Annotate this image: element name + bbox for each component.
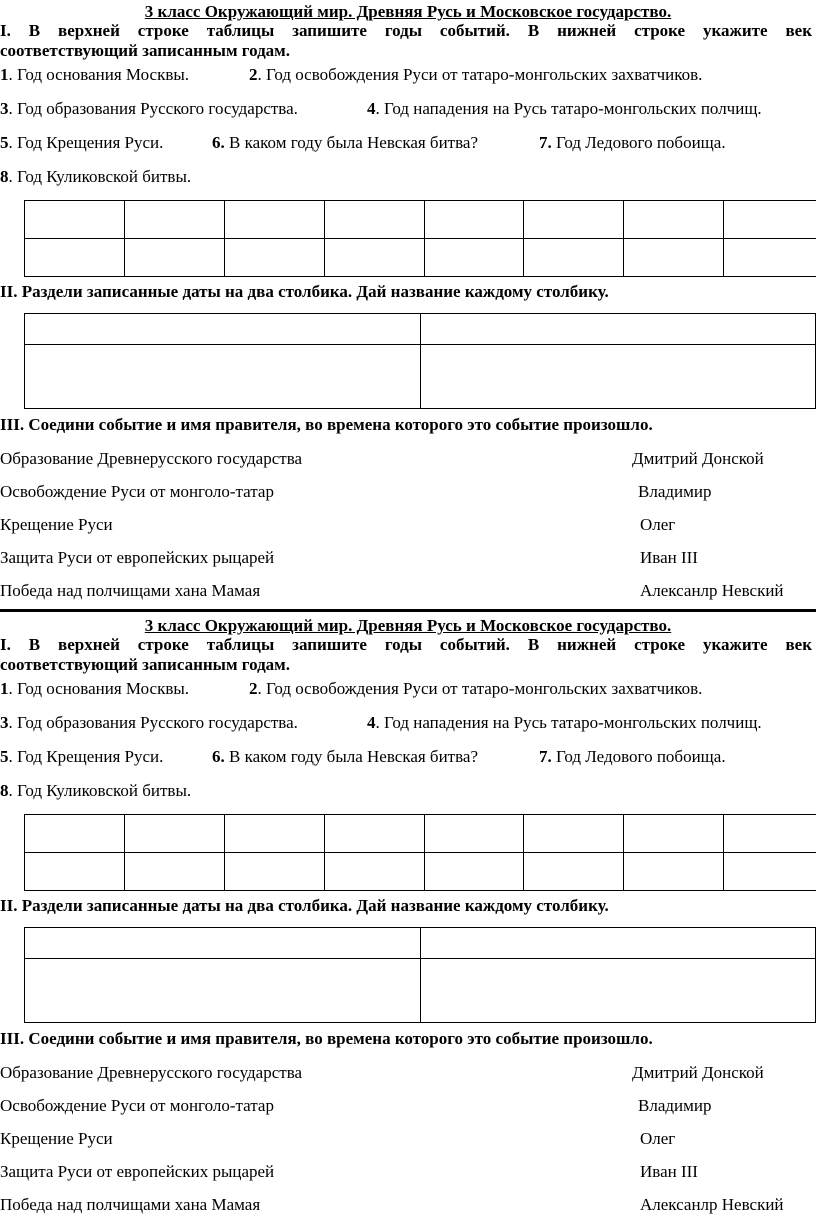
year-cell[interactable] [224, 201, 324, 239]
ruler-item: Владимир [638, 482, 712, 501]
section-1-line-2: соответствующий записанным годам. [0, 41, 291, 60]
column-dates-cell[interactable] [420, 345, 816, 409]
question-5: 5. Год Крещения Руси. [0, 747, 164, 766]
section-3-heading: III. Соедини событие и имя правителя, во времена которого это событие произошло. [0, 1029, 653, 1048]
century-cell[interactable] [124, 239, 224, 277]
century-cell[interactable] [324, 853, 424, 891]
event-item: Победа над полчищами хана Мамая [0, 1195, 261, 1214]
year-cell[interactable] [25, 815, 125, 853]
year-cell[interactable] [724, 815, 816, 853]
question-8: 8. Год Куликовской битвы. [0, 781, 192, 800]
section-3-heading: III. Соедини событие и имя правителя, во времена которого это событие произошло. [0, 415, 653, 434]
section-1-instructions [0, 21, 812, 61]
column-dates-cell[interactable] [420, 959, 816, 1023]
century-cell[interactable] [524, 239, 624, 277]
question-3: 3. Год образования Русского государства. [0, 713, 298, 732]
year-cell[interactable] [624, 201, 724, 239]
section-1-line-1: I. В верхней строке таблицы запишите годы событий. В нижней строке укажите век [0, 635, 812, 654]
column-dates-row [25, 959, 816, 1023]
ruler-item: Алексанлр Невский [640, 1195, 784, 1214]
century-cell[interactable] [25, 853, 125, 891]
year-cell[interactable] [25, 201, 125, 239]
century-cell[interactable] [424, 239, 524, 277]
question-2: 2. Год освобождения Руси от татаро-монгольских захватчиков. [249, 679, 703, 698]
year-cell[interactable] [124, 815, 224, 853]
worksheet-title: 3 класс Окружающий мир. Древняя Русь и Московское государство. [144, 2, 672, 21]
century-cell[interactable] [424, 853, 524, 891]
column-name-cell[interactable] [420, 314, 816, 345]
years-table [24, 814, 816, 891]
ruler-item: Дмитрий Донской [632, 1063, 764, 1082]
year-cell[interactable] [524, 201, 624, 239]
two-column-table [24, 927, 816, 1023]
centuries-row [25, 853, 816, 891]
event-item: Победа над полчищами хана Мамая [0, 581, 261, 600]
column-name-cell[interactable] [25, 314, 421, 345]
question-4: 4. Год нападения на Русь татаро-монгольских полчищ. [367, 99, 762, 118]
event-item: Образование Древнерусского государства [0, 1063, 303, 1082]
ruler-item: Олег [640, 1129, 676, 1148]
ruler-item: Иван III [640, 1162, 698, 1181]
event-item: Крещение Руси [0, 515, 113, 534]
century-cell[interactable] [25, 239, 125, 277]
years-row [25, 815, 816, 853]
century-cell[interactable] [124, 853, 224, 891]
question-1: 1. Год основания Москвы. [0, 65, 190, 84]
year-cell[interactable] [624, 815, 724, 853]
centuries-row [25, 239, 816, 277]
century-cell[interactable] [724, 239, 816, 277]
year-cell[interactable] [424, 815, 524, 853]
year-cell[interactable] [424, 201, 524, 239]
year-cell[interactable] [124, 201, 224, 239]
ruler-item: Алексанлр Невский [640, 581, 784, 600]
column-names-row [25, 928, 816, 959]
column-dates-cell[interactable] [25, 345, 421, 409]
ruler-item: Дмитрий Донской [632, 449, 764, 468]
page-divider [0, 609, 816, 612]
question-5: 5. Год Крещения Руси. [0, 133, 164, 152]
ruler-item: Иван III [640, 548, 698, 567]
section-1-line-2: соответствующий записанным годам. [0, 655, 291, 674]
year-cell[interactable] [324, 815, 424, 853]
two-column-table [24, 313, 816, 409]
column-name-cell[interactable] [420, 928, 816, 959]
column-dates-row [25, 345, 816, 409]
event-item: Образование Древнерусского государства [0, 449, 303, 468]
century-cell[interactable] [224, 239, 324, 277]
question-4: 4. Год нападения на Русь татаро-монгольских полчищ. [367, 713, 762, 732]
years-table [24, 200, 816, 277]
century-cell[interactable] [624, 853, 724, 891]
section-2-heading: II. Раздели записанные даты на два столбика. Дай название каждому столбику. [0, 282, 609, 301]
event-item: Защита Руси от европейских рыцарей [0, 1162, 275, 1181]
ruler-item: Владимир [638, 1096, 712, 1115]
century-cell[interactable] [524, 853, 624, 891]
question-6: 6. В каком году была Невская битва? [212, 133, 479, 152]
section-1-instructions [0, 635, 812, 675]
question-3: 3. Год образования Русского государства. [0, 99, 298, 118]
question-7: 7. Год Ледового побоища. [539, 747, 726, 766]
century-cell[interactable] [724, 853, 816, 891]
event-item: Крещение Руси [0, 1129, 113, 1148]
event-item: Освобождение Руси от монголо-татар [0, 1096, 274, 1115]
century-cell[interactable] [324, 239, 424, 277]
question-2: 2. Год освобождения Руси от татаро-монгольских захватчиков. [249, 65, 703, 84]
column-names-row [25, 314, 816, 345]
question-6: 6. В каком году была Невская битва? [212, 747, 479, 766]
year-cell[interactable] [224, 815, 324, 853]
ruler-item: Олег [640, 515, 676, 534]
event-item: Освобождение Руси от монголо-татар [0, 482, 274, 501]
year-cell[interactable] [524, 815, 624, 853]
question-7: 7. Год Ледового побоища. [539, 133, 726, 152]
event-item: Защита Руси от европейских рыцарей [0, 548, 275, 567]
section-1-line-1: I. В верхней строке таблицы запишите годы событий. В нижней строке укажите век [0, 21, 812, 40]
year-cell[interactable] [724, 201, 816, 239]
column-name-cell[interactable] [25, 928, 421, 959]
section-2-heading: II. Раздели записанные даты на два столбика. Дай название каждому столбику. [0, 896, 609, 915]
century-cell[interactable] [224, 853, 324, 891]
worksheet-title: 3 класс Окружающий мир. Древняя Русь и Московское государство. [144, 616, 672, 635]
question-8: 8. Год Куликовской битвы. [0, 167, 192, 186]
column-dates-cell[interactable] [25, 959, 421, 1023]
question-1: 1. Год основания Москвы. [0, 679, 190, 698]
year-cell[interactable] [324, 201, 424, 239]
years-row [25, 201, 816, 239]
century-cell[interactable] [624, 239, 724, 277]
